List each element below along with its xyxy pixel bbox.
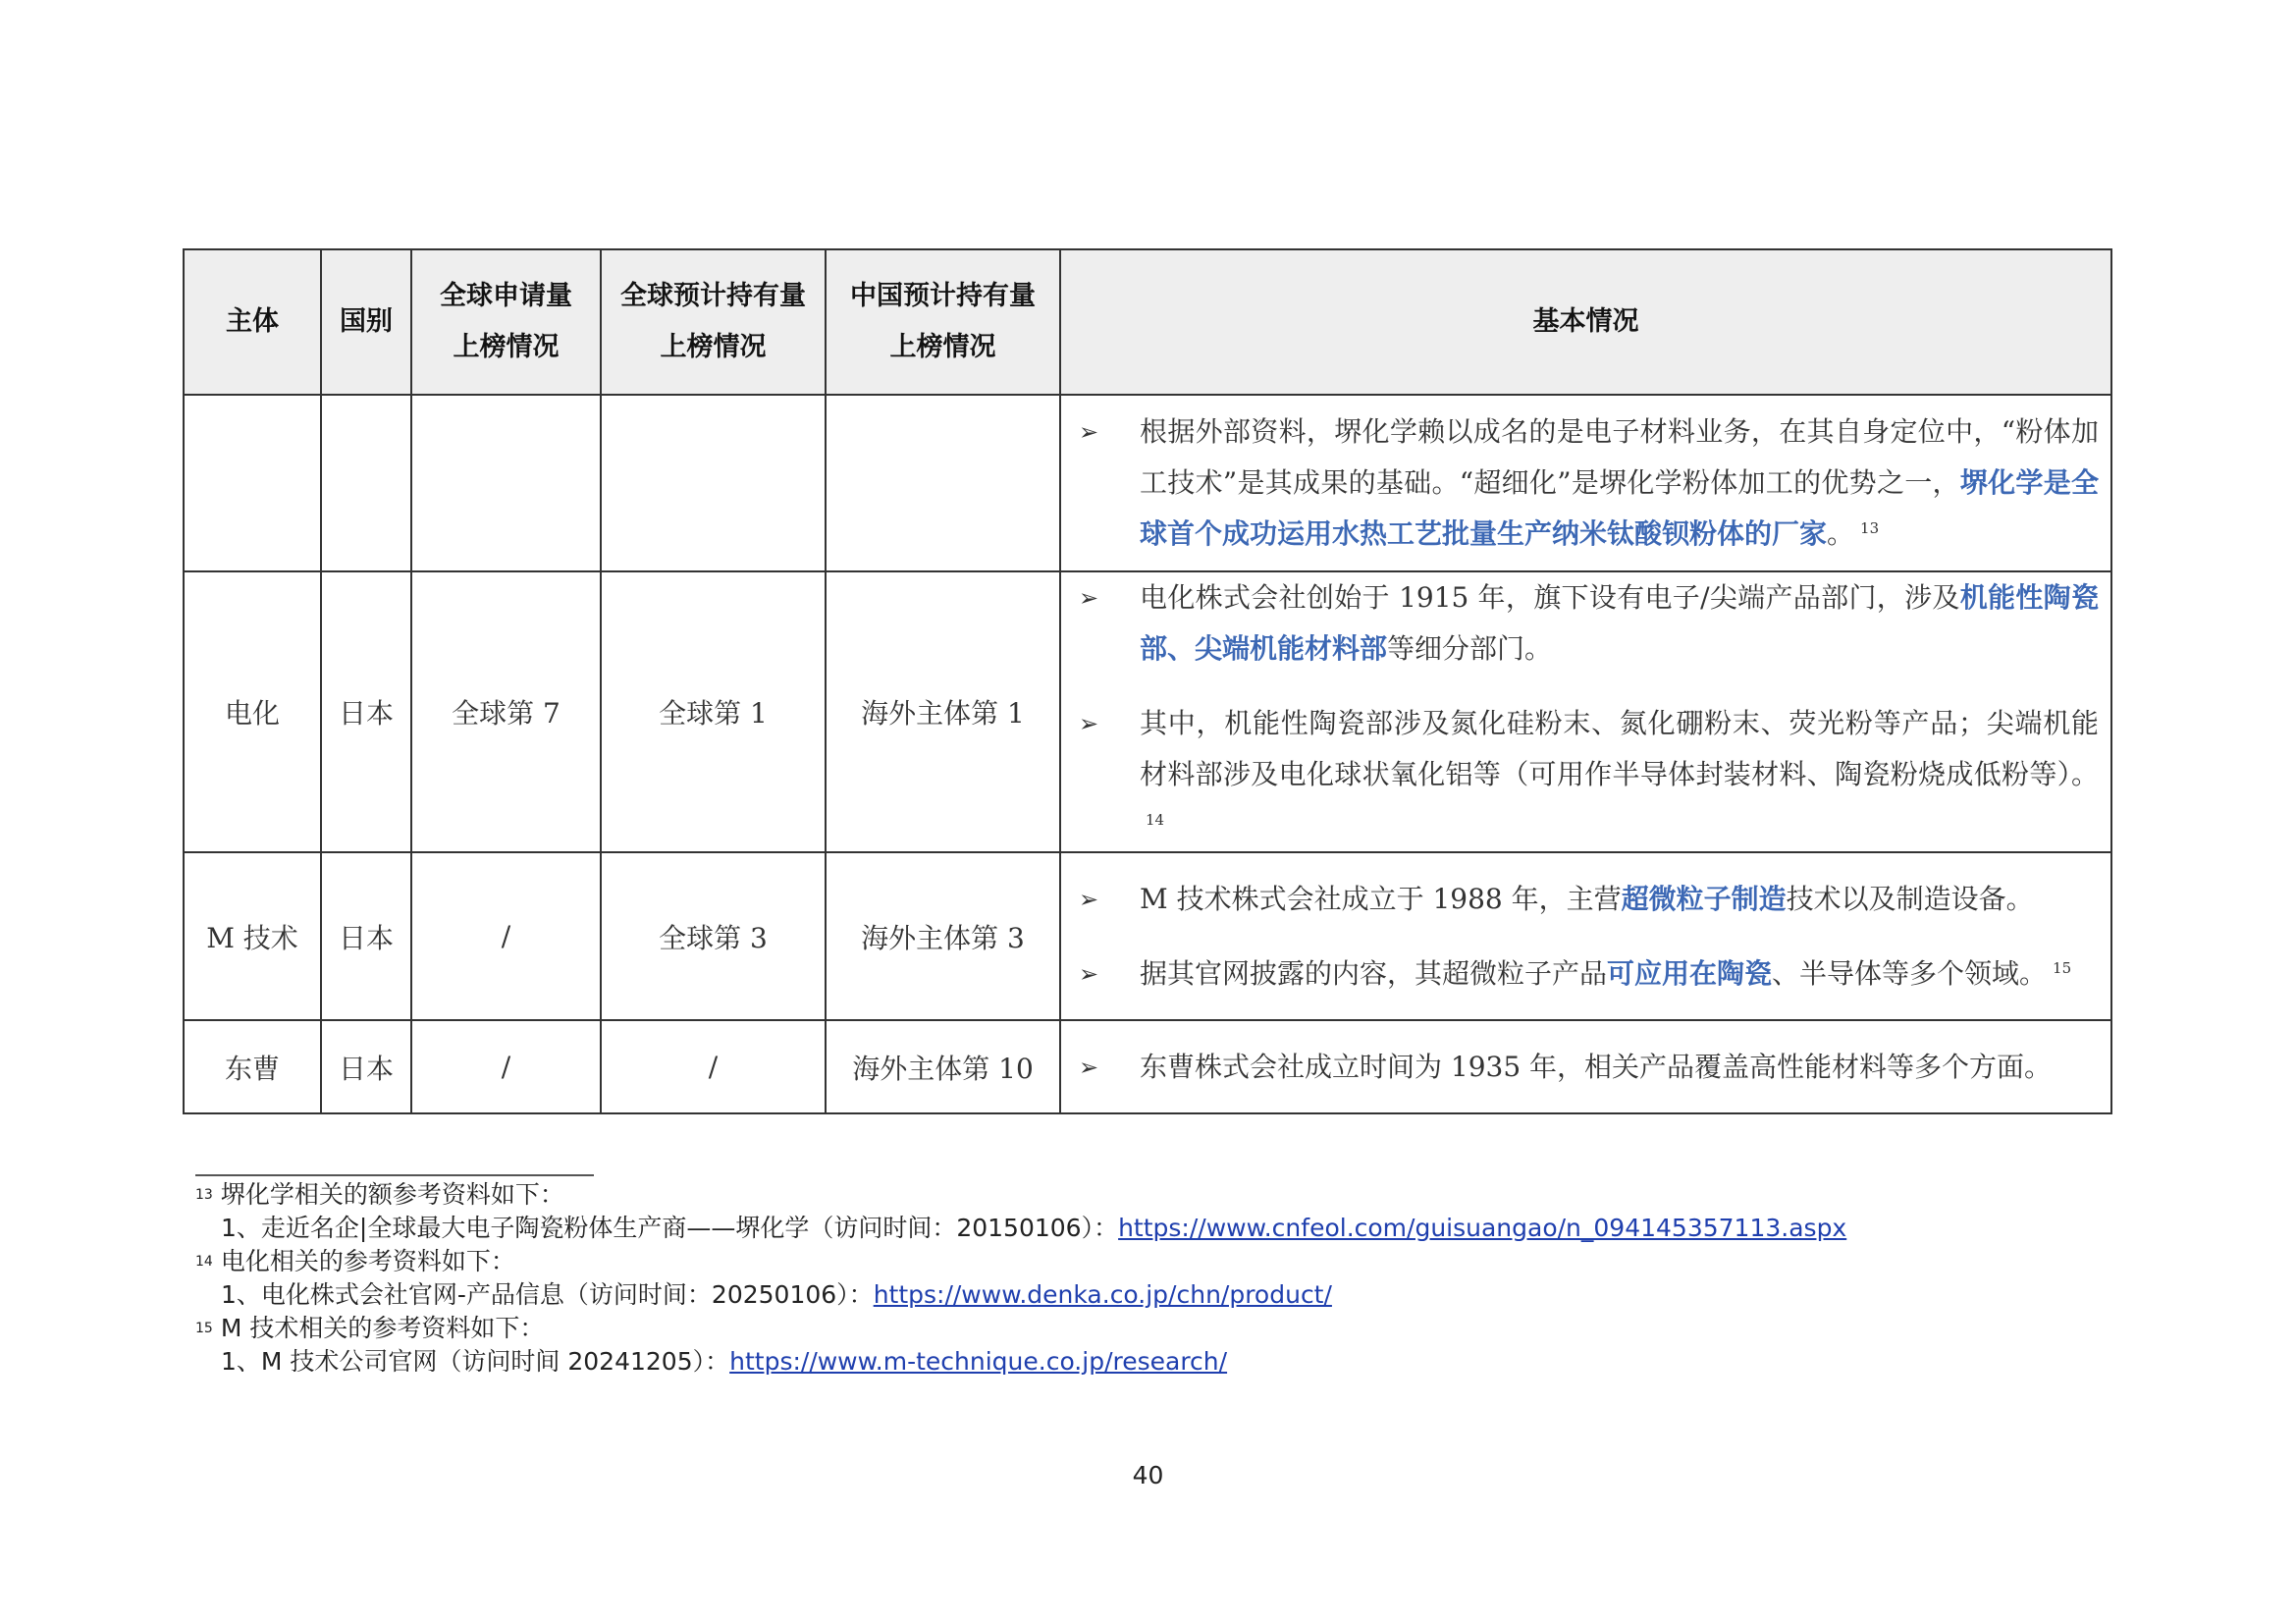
header-line: 上榜情况 xyxy=(453,332,560,362)
header-line: 全球预计持有量 xyxy=(620,281,806,311)
bullet-arrow-icon: ➢ xyxy=(1079,418,1099,446)
footnote-ref[interactable]: 14 xyxy=(1146,811,1165,829)
bullet-item xyxy=(1079,572,2099,675)
bullet-item xyxy=(1079,1042,2099,1093)
bullet-text xyxy=(1140,572,2099,675)
bullet-text-highlight: 机能性陶瓷部、尖端机能材料部 xyxy=(1140,581,2099,665)
cell-info xyxy=(1060,395,2111,571)
bullet-arrow-icon: ➢ xyxy=(1079,959,1099,988)
bullet-text xyxy=(1140,948,2099,1000)
page-number: 40 xyxy=(1132,1461,1164,1489)
footnote-item-text: 1、M 技术公司官网（访问时间 20241205）： xyxy=(221,1347,730,1376)
cell-country: 日本 xyxy=(321,571,411,852)
bullet-text xyxy=(1140,1042,2099,1093)
cell-china-holding: 海外主体第 10 xyxy=(826,1020,1060,1113)
footnote-item-text: 1、走近名企|全球最大电子陶瓷粉体生产商——堺化学（访问时间：20150106）： xyxy=(221,1214,1119,1242)
cell-global-application: / xyxy=(411,852,601,1020)
footnotes xyxy=(195,1178,2060,1379)
header-line: 中国预计持有量 xyxy=(850,281,1036,311)
table-row xyxy=(184,571,2111,852)
header-global-holding xyxy=(601,249,826,395)
bullet-text-plain: 等细分部门。 xyxy=(1387,632,1553,665)
footnote-link[interactable]: https://www.m-technique.co.jp/research/ xyxy=(729,1347,1228,1376)
cell-entity: M 技术 xyxy=(184,852,321,1020)
bullet-arrow-icon: ➢ xyxy=(1079,1053,1099,1081)
footnote-title-text: 电化相关的参考资料如下： xyxy=(220,1247,515,1275)
header-entity: 主体 xyxy=(184,249,321,395)
footnote-item xyxy=(195,1212,2060,1245)
header-line: 上榜情况 xyxy=(889,332,996,362)
cell-global-holding: / xyxy=(601,1020,826,1113)
bullet-item xyxy=(1079,698,2099,851)
header-line: 全球申请量 xyxy=(440,281,572,311)
bullet-arrow-icon: ➢ xyxy=(1079,584,1099,612)
bullet-text xyxy=(1140,874,2099,925)
cell-entity: 电化 xyxy=(184,571,321,852)
table-row xyxy=(184,852,2111,1020)
cell-global-holding xyxy=(601,395,826,571)
bullet-text-plain: 据其官网披露的内容，其超微粒子产品 xyxy=(1140,956,1608,990)
footnote-item xyxy=(195,1345,2060,1379)
table-row xyxy=(184,1020,2111,1113)
cell-global-application: 全球第 7 xyxy=(411,571,601,852)
bullet-item xyxy=(1079,406,2099,560)
bullet-item xyxy=(1079,948,2099,1000)
cell-entity xyxy=(184,395,321,571)
bullet-text-plain: M 技术株式会社成立于 1988 年，主营 xyxy=(1140,882,1622,915)
bullet-text xyxy=(1140,698,2099,851)
bullet-text-plain: 东曹株式会社成立时间为 1935 年，相关产品覆盖高性能材料等多个方面。 xyxy=(1140,1050,2053,1083)
footnote-link[interactable]: https://www.cnfeol.com/guisuangao/n_094145357113.aspx xyxy=(1118,1214,1847,1242)
bullet-text-plain: 技术以及制造设备。 xyxy=(1786,882,2034,915)
table-header-row xyxy=(184,249,2111,395)
footnote-link[interactable]: https://www.denka.co.jp/chn/product/ xyxy=(873,1280,1332,1309)
bullet-text-plain: 根据外部资料，堺化学赖以成名的是电子材料业务，在其自身定位中，“粉体加工技术”是其成果的基础。“超细化”是堺化学粉体加工的优势之一， xyxy=(1140,415,2099,499)
cell-global-holding: 全球第 3 xyxy=(601,852,826,1020)
bullet-text-plain: 电化株式会社创始于 1915 年，旗下设有电子/尖端产品部门，涉及 xyxy=(1140,581,1960,614)
footnote-divider xyxy=(195,1174,594,1176)
cell-china-holding: 海外主体第 1 xyxy=(826,571,1060,852)
header-line: 上榜情况 xyxy=(660,332,767,362)
bullet-text-highlight: 超微粒子制造 xyxy=(1621,882,1787,915)
cell-global-application: / xyxy=(411,1020,601,1113)
cell-china-holding: 海外主体第 3 xyxy=(826,852,1060,1020)
footnote-title xyxy=(195,1178,2060,1212)
footnote-title-text: M 技术相关的参考资料如下： xyxy=(220,1314,545,1342)
bullet-text-plain: 其中，机能性陶瓷部涉及氮化硅粉末、氮化硼粉末、荧光粉等产品；尖端机能材料部涉及电化球状氧化铝等（可用作半导体封装材料、陶瓷粉烧成低粉等）。 xyxy=(1140,707,2099,790)
table-row xyxy=(184,395,2111,571)
bullet-arrow-icon: ➢ xyxy=(1079,885,1099,913)
bullet-text-plain: 、半导体等多个领域。 xyxy=(1772,956,2048,990)
footnote-ref[interactable]: 15 xyxy=(2053,958,2072,977)
bullet-arrow-icon: ➢ xyxy=(1079,710,1099,737)
footnote-number: 14 xyxy=(195,1254,213,1270)
footnote-title-text: 堺化学相关的额参考资料如下： xyxy=(220,1180,564,1209)
footnote-item xyxy=(195,1278,2060,1312)
cell-country xyxy=(321,395,411,571)
footnote-number: 13 xyxy=(195,1187,213,1203)
bullet-text-plain: 。 xyxy=(1827,517,1855,550)
bullet-text xyxy=(1140,406,2099,560)
header-info: 基本情况 xyxy=(1060,249,2111,395)
cell-global-holding: 全球第 1 xyxy=(601,571,826,852)
header-country: 国别 xyxy=(321,249,411,395)
cell-info xyxy=(1060,1020,2111,1113)
footnote-number: 15 xyxy=(195,1321,213,1336)
cell-info xyxy=(1060,571,2111,852)
footnote-ref[interactable]: 13 xyxy=(1860,519,1880,537)
cell-info xyxy=(1060,852,2111,1020)
cell-entity: 东曹 xyxy=(184,1020,321,1113)
cell-global-application xyxy=(411,395,601,571)
bullet-text-highlight: 可应用在陶瓷 xyxy=(1607,956,1773,990)
footnote-title xyxy=(195,1312,2060,1345)
bullet-text-highlight: 堺化学是全球首个成功运用水热工艺批量生产纳米钛酸钡粉体的厂家 xyxy=(1140,466,2099,550)
cell-country: 日本 xyxy=(321,852,411,1020)
cell-china-holding xyxy=(826,395,1060,571)
footnote-title xyxy=(195,1245,2060,1278)
entity-table xyxy=(183,248,2112,1114)
header-global-application xyxy=(411,249,601,395)
cell-country: 日本 xyxy=(321,1020,411,1113)
bullet-item xyxy=(1079,874,2099,925)
footnote-item-text: 1、电化株式会社官网-产品信息（访问时间：20250106）： xyxy=(221,1280,874,1309)
header-china-holding xyxy=(826,249,1060,395)
